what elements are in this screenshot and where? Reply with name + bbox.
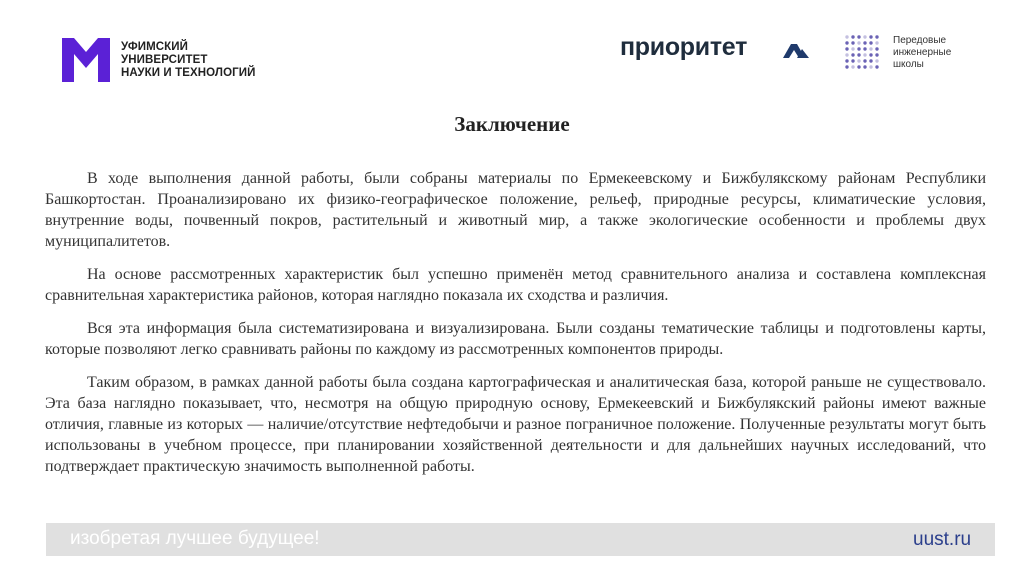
logo-dot <box>863 35 866 38</box>
logo-dot <box>845 53 848 56</box>
logo-dot <box>857 65 860 68</box>
logo-dot <box>869 47 872 50</box>
logo-dot <box>851 41 854 44</box>
logo-dot <box>857 59 860 62</box>
logo-dot <box>863 53 866 56</box>
logo-dot <box>869 59 872 62</box>
university-name-line: НАУКИ И ТЕХНОЛОГИЙ <box>121 67 256 79</box>
priority-logo-text: приоритет <box>620 33 748 61</box>
logo-dot <box>875 53 878 56</box>
logo-dot <box>851 35 854 38</box>
priority-mark-icon <box>783 42 809 58</box>
logo-dot <box>845 65 848 68</box>
footer-slogan: изобретая лучшее будущее! <box>70 528 320 549</box>
schools-line: Передовые <box>893 35 947 46</box>
logo-dot <box>863 65 866 68</box>
university-logo-icon <box>62 38 110 82</box>
logo-dot <box>845 59 848 62</box>
footer-site-link[interactable]: uust.ru <box>913 529 972 550</box>
logo-dot <box>857 41 860 44</box>
logo-dot <box>851 53 854 56</box>
schools-dots-icon <box>844 34 880 70</box>
slide-title: Заключение <box>454 112 570 136</box>
logo-dot <box>857 53 860 56</box>
paragraph: Вся эта информация была систематизирована и визуализирована. Были созданы тематические таблицы и подготовлены карты, которые позволяют легко сравнивать районы по каждому из рассмотренных компонентов природы. <box>45 320 986 358</box>
logo-dot <box>857 35 860 38</box>
logo-dot <box>851 59 854 62</box>
logo-dot <box>875 59 878 62</box>
logo-dot <box>875 65 878 68</box>
logo-dot <box>869 65 872 68</box>
logo-dot <box>875 41 878 44</box>
logo-dot <box>869 41 872 44</box>
schools-line: школы <box>893 59 924 70</box>
logo-dot <box>863 47 866 50</box>
paragraph: В ходе выполнения данной работы, были собраны материалы по Ермекеевскому и Бижбулякскому районам Республики Башкортостан. Проанализировано их физико-географическое положение, рельеф, природные ресурсы, климатические условия, внутренние воды, почвенный покров, растительный и животный мир, а также экологические особенности и проблемы двух муниципалитетов. <box>45 170 986 250</box>
logo-dot <box>875 47 878 50</box>
logo-dot <box>863 59 866 62</box>
university-name-line: УФИМСКИЙ <box>121 41 189 53</box>
logo-dot <box>875 35 878 38</box>
logo-dot <box>851 65 854 68</box>
logo-dot <box>845 35 848 38</box>
paragraph: Таким образом, в рамках данной работы была создана картографическая и аналитическая база, которой раньше не существовало. Эта база наглядно показывает, что, несмотря на общую природную основу, Ермекеевский и Бижбулякский районы имеют важные отличия, главные из которых — наличие/отсутствие нефтедобычи и разное пограничное положение. Полученные результаты могут быть использованы в учебном процессе, при планировании хозяйственной деятельности и для дальнейших научных исследований, что подтверждает практическую значимость выполненной работы. <box>45 374 986 475</box>
logo-dot <box>869 35 872 38</box>
logo-dot <box>857 47 860 50</box>
logo-dot <box>869 53 872 56</box>
university-name <box>121 41 255 80</box>
logo-dot <box>863 41 866 44</box>
conclusion-text <box>45 168 986 489</box>
university-name-line: УНИВЕРСИТЕТ <box>121 54 208 66</box>
schools-logo-text <box>893 35 951 71</box>
logo-dot <box>845 47 848 50</box>
paragraph: На основе рассмотренных характеристик был успешно применён метод сравнительного анализа и составлена комплексная сравнительная характеристика районов, которая наглядно показала их сходства и различия. <box>45 266 986 304</box>
logo-dot <box>851 47 854 50</box>
schools-line: инженерные <box>893 47 952 58</box>
logo-dot <box>845 41 848 44</box>
